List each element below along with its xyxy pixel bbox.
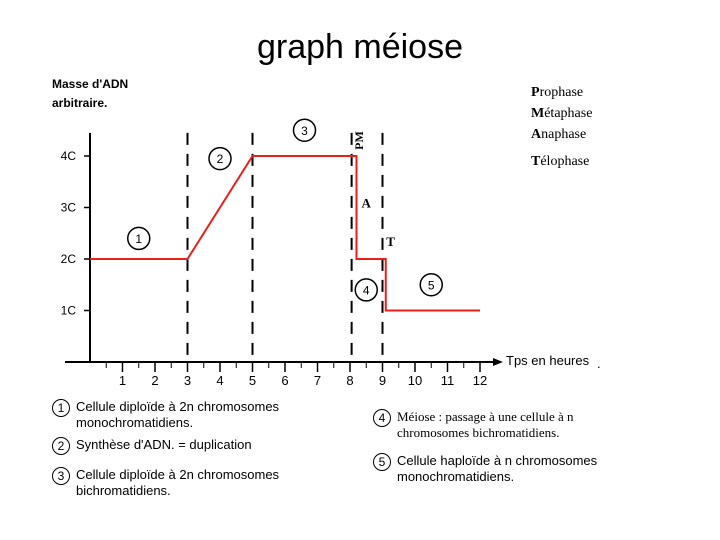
page-title: graph méiose [256, 28, 463, 66]
y-axis-label: arbitraire. [52, 96, 108, 110]
phase-number-label: 3 [301, 123, 308, 138]
legend-text: Méiose : passage à une cellule à n [397, 409, 574, 424]
x-tick-label: 6 [281, 373, 289, 388]
phase-number-label: 1 [135, 231, 143, 246]
legend-text: monochromatidiens. [397, 469, 515, 484]
phase-anaphase: Anaphase [531, 127, 587, 142]
y-tick-label: 2C [60, 252, 76, 266]
y-tick-label: 1C [60, 303, 76, 318]
legend-text: Synthèse d'ADN. = duplication [76, 437, 252, 452]
legend-item-1 [52, 399, 279, 431]
legend-item-4 [373, 409, 574, 441]
legend-text: bichromatidiens. [76, 483, 171, 498]
x-tick-label: 8 [346, 373, 354, 388]
phase-metaphase: Métaphase [531, 106, 593, 121]
x-tick-label: 4 [216, 373, 224, 388]
legend-item-5 [373, 453, 597, 485]
phase-number-label: 4 [362, 283, 370, 298]
legend-number: 4 [373, 409, 391, 427]
x-tick-label: 2 [151, 373, 159, 388]
y-tick-label: 3C [60, 200, 76, 215]
phase-number-label: 2 [216, 152, 224, 167]
x-tick-label: 7 [313, 373, 322, 388]
phase-prophase: Prophase [531, 85, 584, 100]
phase-letter: PM [352, 131, 366, 150]
phase-list [531, 82, 592, 172]
phase-number-label: 5 [427, 278, 435, 293]
phase-letter: A [361, 195, 371, 211]
x-tick-label: 3 [183, 373, 192, 388]
legend-text: chromosomes bichromatidiens. [397, 425, 560, 440]
x-axis-arrow [493, 358, 503, 366]
x-tick-label: 5 [248, 373, 257, 388]
phase-telophase: Télophase [531, 154, 590, 169]
legend-number: 1 [52, 399, 70, 417]
x-axis-label: Tps en heures [506, 353, 590, 368]
x-tick-label: 10 [407, 373, 423, 388]
x-axis-label-dot: . [597, 356, 601, 371]
legend-text: Cellule diploïde à 2n chromosomes [76, 399, 280, 414]
x-tick-label: 1 [118, 373, 127, 388]
legend-text: monochromatidiens. [76, 415, 194, 430]
x-tick-label: 11 [440, 373, 455, 388]
x-tick-label: 9 [378, 373, 387, 388]
legend-item-3 [52, 467, 279, 499]
x-tick-label: 12 [472, 373, 488, 388]
legend-item-2 [52, 437, 252, 455]
legend-number: 2 [52, 437, 70, 455]
legend-number: 3 [52, 467, 70, 485]
legend-text: Cellule haploïde à n chromosomes [397, 453, 598, 468]
phase-letter: T [386, 234, 395, 250]
legend-text: Cellule diploïde à 2n chromosomes [76, 467, 280, 482]
y-tick-label: 4C [60, 149, 76, 163]
y-axis-label: Masse d'ADN [52, 77, 129, 91]
legend-number: 5 [373, 453, 391, 471]
